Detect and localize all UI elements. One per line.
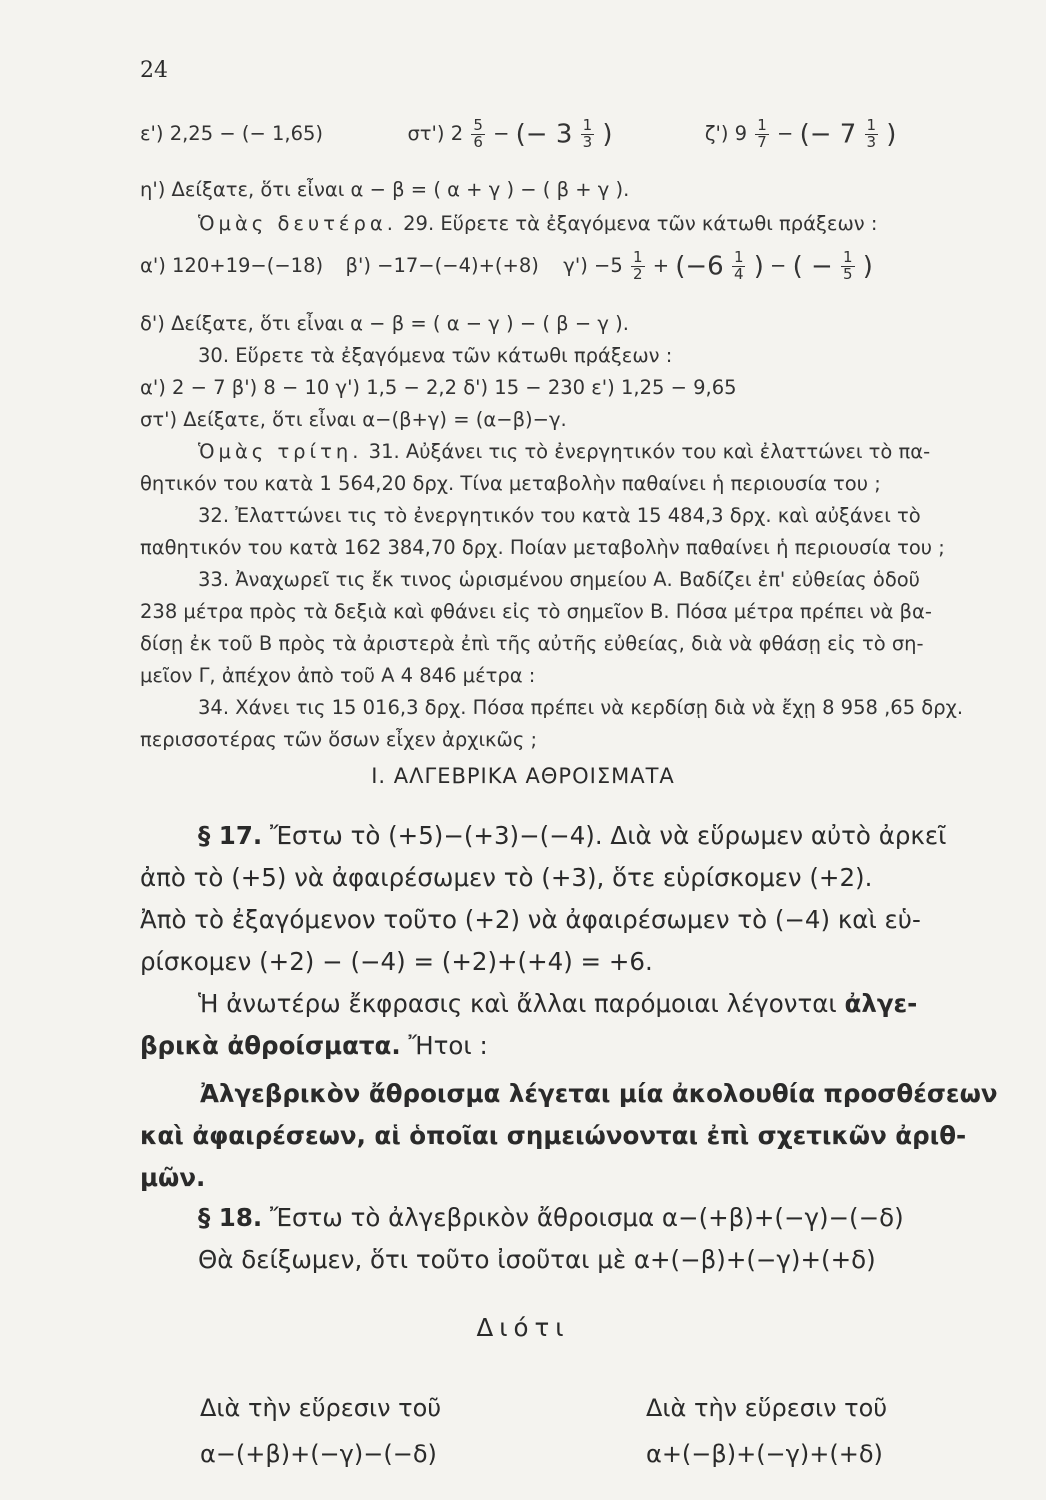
exercise-31-line-1: 31. Αὐξάνει τις τὸ ἐνεργητικόν του καὶ ἐλαττώνει τὸ πα- — [368, 440, 931, 463]
section-17-line-4: ρίσκομεν (+2) − (−4) = (+2)+(+4) = +6. — [140, 947, 653, 976]
exercise-a: α') 120+19−(−18) — [140, 253, 324, 277]
right-column-line-1: Διὰ τὴν εὕρεσιν τοῦ — [646, 1394, 888, 1422]
exercise-33-line-1: 33. Ἀναχωρεῖ τις ἔκ τινος ὡρισμένου σημείου Α. Βαδίζει ἐπ' εὐθείας ὁδοῦ — [198, 568, 920, 591]
section-18-mark: § 18. — [198, 1203, 263, 1232]
fraction: $\frac{1}{5}$ — [843, 248, 853, 283]
exercise-delta: δ') Δείξατε, ὅτι εἶναι α − β = ( α − γ ) − ( β − γ ). — [140, 312, 629, 335]
group-two-title: Ὁμὰς δευτέρα. — [198, 212, 397, 235]
fraction: $\frac{1}{3}$ — [582, 116, 593, 151]
exercise-e: ε') 2,25 − (− 1,65) — [140, 121, 324, 145]
section-17-line-5 — [140, 989, 1046, 1018]
exercise-31-line-2: θητικόν του κατὰ 1 564,20 δρχ. Τίνα μεταβολὴν παθαίνει ἡ περιουσία του ; — [140, 472, 881, 495]
exercise-32-line-1: 32. Ἐλαττώνει τις τὸ ἐνεργητικόν του κατὰ 15 484,3 δρχ. καὶ αὐξάνει τὸ — [198, 504, 921, 527]
section-17-line-3: Ἀπὸ τὸ ἐξαγόμενον τοῦτο (+2) νὰ ἀφαιρέσωμεν τὸ (−4) καὶ εὑ- — [140, 905, 921, 934]
exercise-30-title: 30. Εὕρετε τὰ ἐξαγόμενα τῶν κάτωθι πράξεων : — [198, 344, 673, 367]
group-three-line — [140, 442, 1046, 462]
fraction: $\frac{1}{3}$ — [866, 116, 877, 151]
section-18-text-1: Ἔστω τὸ ἀλγεβρικὸν ἄθροισμα α−(+β)+(−γ)−(−δ) — [269, 1203, 904, 1232]
page-number: 24 — [140, 58, 168, 83]
exercise-30-items: α') 2 − 7 β') 8 − 10 γ') 1,5 − 2,2 δ') 15 − 230 ε') 1,25 − 9,65 — [140, 376, 737, 399]
section-18-line-2: Θὰ δείξωμεν, ὅτι τοῦτο ἰσοῦται μὲ α+(−β)+(−γ)+(+δ) — [198, 1245, 876, 1274]
section-17-line-2: ἀπὸ τὸ (+5) νὰ ἀφαιρέσωμεν τὸ (+3), ὅτε εὑρίσκομεν (+2). — [140, 863, 873, 892]
term-algebraic: ἀλγε- — [844, 989, 918, 1018]
definition-line-2: καὶ ἀφαιρέσεων, αἱ ὁποῖαι σημειώνονται ἐπὶ σχετικῶν ἀριθ- — [140, 1121, 967, 1150]
dioti-label: Διότι — [476, 1313, 570, 1342]
exercise-29: 29. Εὕρετε τὰ ἐξαγόμενα τῶν κάτωθι πράξεων : — [403, 212, 878, 235]
group-three-title: Ὁμὰς τρίτη. — [198, 440, 363, 463]
exercise-34-line-2: περισσοτέρας τῶν ὅσων εἶχεν ἀρχικῶς ; — [140, 728, 538, 751]
term-algebraic-sums: βρικὰ ἀθροίσματα. — [140, 1031, 401, 1060]
exercise-line-e-st-z — [140, 118, 992, 151]
fraction: $\frac{1}{2}$ — [632, 248, 643, 283]
exercise-33-line-2: 238 μέτρα πρὸς τὰ δεξιὰ καὶ φθάνει εἰς τὸ σημεῖον Β. Πόσα μέτρα πρέπει νὰ βα- — [140, 600, 932, 623]
fraction: $\frac{1}{7}$ — [757, 116, 767, 151]
exercise-b: β') −17−(−4)+(+8) — [345, 253, 539, 277]
section-17-text-1: Ἔστω τὸ (+5)−(+3)−(−4). Διὰ νὰ εὕρωμεν αὐτὸ ἀρκεῖ — [269, 821, 947, 850]
exercise-34-line-1: 34. Χάνει τις 15 016,3 δρχ. Πόσα πρέπει νὰ κερδίσῃ διὰ νὰ ἔχῃ 8 958 ,65 δρχ. — [198, 696, 964, 719]
exercise-30-st: στ') Δείξατε, ὅτι εἶναι α−(β+γ) = (α−β)−γ. — [140, 408, 567, 431]
group-two-line — [140, 214, 1046, 234]
exercise-33-line-4: μεῖον Γ, ἀπέχον ἀπὸ τοῦ Α 4 846 μέτρα : — [140, 664, 536, 687]
section-17-text-6: Ἤτοι : — [408, 1031, 488, 1060]
section-17-line-1 — [140, 821, 1046, 850]
exercise-z: ζ') 9 $\frac{1}{7}$ − (− 7 $\frac{1}{3}$ ) — [704, 116, 897, 151]
exercise-g: γ') −5 $\frac{1}{2}$ + (−6 $\frac{1}{4}$ ) − ( − $\frac{1}{5}$ ) — [563, 248, 873, 283]
left-column-line-1: Διὰ τὴν εὕρεσιν τοῦ — [200, 1394, 442, 1422]
exercise-st: στ') 2 $\frac{5}{6}$ − (− 3 $\frac{1}{3}$ ) — [407, 116, 613, 151]
exercise-eta: η') Δείξατε, ὅτι εἶναι α − β = ( α + γ ) − ( β + γ ). — [140, 178, 630, 201]
right-column-line-2: α+(−β)+(−γ)+(+δ) — [646, 1440, 883, 1468]
exercise-33-line-3: δίσῃ ἐκ τοῦ Β πρὸς τὰ ἀριστερὰ ἐπὶ τῆς αὐτῆς εὐθείας, διὰ νὰ φθάσῃ εἰς τὸ ση- — [140, 632, 924, 655]
section-17-mark: § 17. — [198, 821, 263, 850]
section-18-line-1 — [140, 1203, 1046, 1232]
section-heading: I. ΑΛΓΕΒΡΙΚΑ ΑΘΡΟΙΣΜΑΤΑ — [371, 764, 675, 788]
section-17-line-6 — [140, 1031, 992, 1060]
definition-line-3: μῶν. — [140, 1163, 206, 1192]
definition-line-1: Ἀλγεβρικὸν ἄθροισμα λέγεται μία ἀκολουθία προσθέσεων — [200, 1079, 998, 1108]
fraction: $\frac{1}{4}$ — [733, 248, 744, 283]
exercise-32-line-2: παθητικόν του κατὰ 162 384,70 δρχ. Ποίαν μεταβολὴν παθαίνει ἡ περιουσία του ; — [140, 536, 945, 559]
fraction: $\frac{5}{6}$ — [473, 116, 483, 151]
left-column-line-2: α−(+β)+(−γ)−(−δ) — [200, 1440, 437, 1468]
section-17-text-5: Ἡ ἀνωτέρω ἔκφρασις καὶ ἄλλαι παρόμοιαι λέγονται — [198, 989, 837, 1018]
exercise-line-a-b-g — [140, 250, 992, 283]
